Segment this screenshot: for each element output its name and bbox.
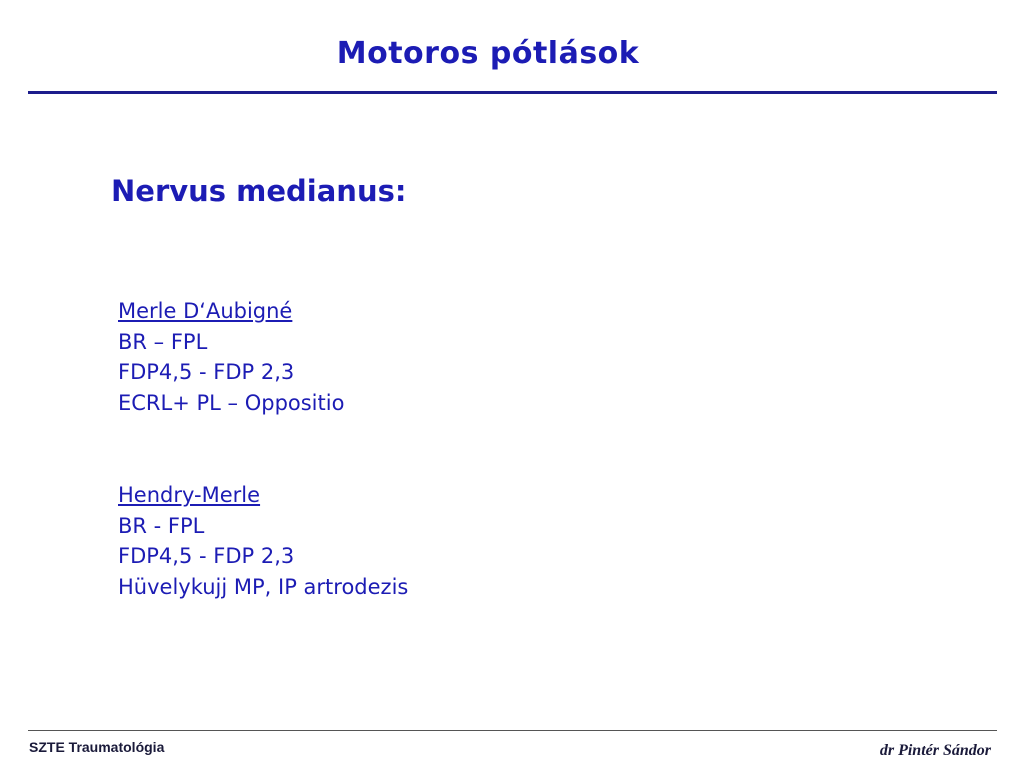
- method-line: FDP4,5 - FDP 2,3: [118, 360, 295, 384]
- footer-author: dr Pintér Sándor: [879, 742, 991, 759]
- method-line: BR - FPL: [118, 513, 205, 538]
- method-line: ECRL+ PL – Oppositio: [118, 390, 345, 415]
- method-name: Hendry-Merle: [118, 483, 261, 507]
- method-block-merle-daubigne: [118, 296, 344, 418]
- method-line: Hüvelykujj MP, IP artrodezis: [118, 574, 409, 599]
- method-line: BR – FPL: [118, 329, 208, 354]
- section-heading: Nervus medianus:: [111, 174, 407, 208]
- footer-divider: [28, 730, 997, 731]
- method-block-hendry-merle: [118, 480, 408, 602]
- slide-title: Motoros pótlások: [336, 36, 640, 71]
- method-line: FDP4,5 - FDP 2,3: [118, 544, 295, 568]
- title-divider: [28, 91, 997, 94]
- method-name: Merle D‘Aubigné: [118, 299, 293, 323]
- footer-institution: SZTE Traumatológia: [29, 739, 165, 755]
